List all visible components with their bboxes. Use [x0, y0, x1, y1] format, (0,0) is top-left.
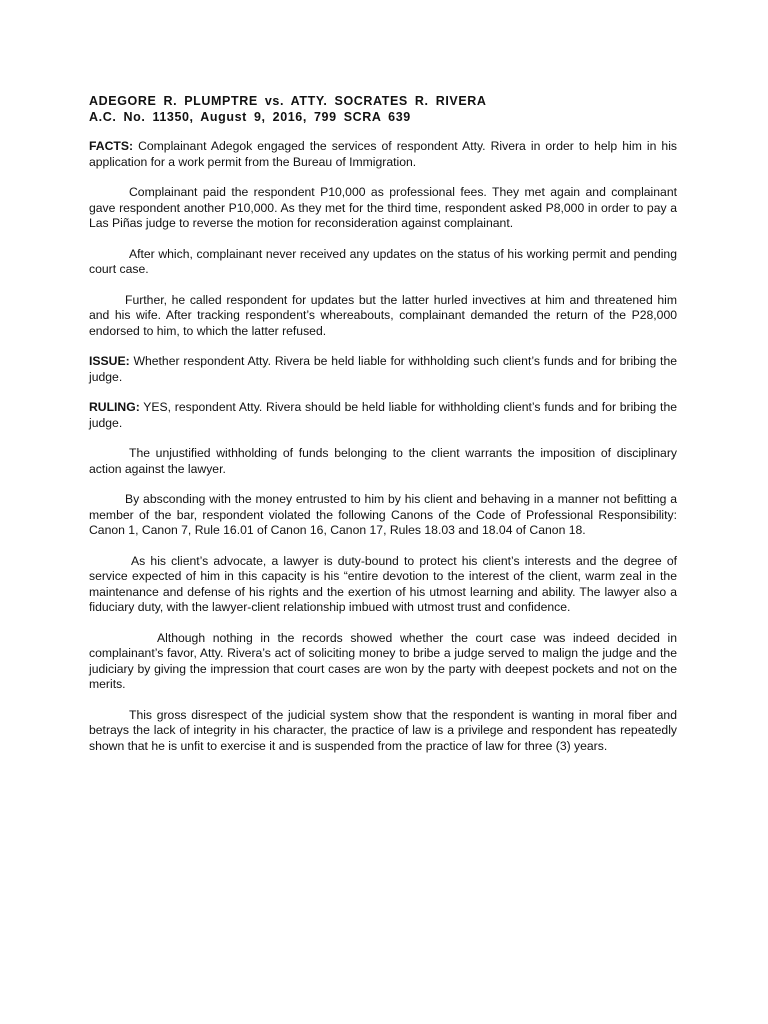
issue-label: ISSUE:	[89, 354, 130, 368]
facts-paragraph-2: Complainant paid the respondent P10,000 as professional fees. They met again and complainant gave respondent another P10,000. As they met for the third time, respondent asked P8,000 in order to pay a Las Piñas judge to reverse the motion for reconsideration against complainant.	[89, 185, 677, 230]
ruling-paragraph-3: As his client’s advocate, a lawyer is duty-bound to protect his client’s interests and the degree of service expected of him in this capacity is his “entire devotion to the interest of the client, warm zeal in the maintenance and defense of his rights and the exertion of his utmost learning and ability. The lawyer also a fiduciary duty, with the lawyer-client relationship imbued with utmost trust and confidence.	[89, 553, 677, 614]
issue-paragraph	[89, 354, 677, 385]
ruling-paragraph	[89, 400, 677, 431]
ruling-paragraph-5: This gross disrespect of the judicial system show that the respondent is wanting in moral fiber and betrays the lack of integrity in his character, the practice of law is a privilege and respondent has repeatedly shown that he is unfit to exercise it and is suspended from the practice of law for three (3) years.	[89, 707, 677, 753]
facts-text-1: Complainant Adegok engaged the services of respondent Atty. Rivera in order to help him in his application for a work permit from the Bureau of Immigration.	[89, 139, 678, 169]
facts-paragraph-4: Further, he called respondent for updates but the latter hurled invectives at him and threatened him and his wife. After tracking respondent’s whereabouts, complainant demanded the return of the P28,000 endorsed to him, to which the latter refused.	[89, 292, 677, 338]
issue-text: Whether respondent Atty. Rivera be held liable for withholding such client’s funds and for bribing the judge.	[89, 354, 677, 384]
facts-paragraph-1	[89, 139, 677, 170]
ruling-paragraph-2: By absconding with the money entrusted to him by his client and behaving in a manner not befitting a member of the bar, respondent violated the following Canons of the Code of Professional Responsibility: Canon 1, Canon 7, Rule 16.01 of Canon 16, Canon 17, Rules 18.03 and 18.04 of Canon 18.	[89, 492, 677, 537]
ruling-paragraph-1: The unjustified withholding of funds belonging to the client warrants the imposition of disciplinary action against the lawyer.	[89, 446, 677, 476]
ruling-paragraph-4: Although nothing in the records showed whether the court case was indeed decided in complainant’s favor, Atty. Rivera’s act of soliciting money to bribe a judge served to malign the judge and the judiciary by giving the impression that court cases are won by the party with deepest pockets and not on the merits.	[89, 630, 677, 691]
case-title: ADEGORE R. PLUMPTRE vs. ATTY. SOCRATES R. RIVERA	[89, 94, 487, 108]
facts-label: FACTS:	[89, 139, 134, 153]
case-digest	[89, 93, 677, 769]
case-header	[89, 93, 677, 125]
case-citation: A.C. No. 11350, August 9, 2016, 799 SCRA 639	[89, 110, 411, 124]
ruling-label: RULING:	[89, 400, 140, 414]
facts-paragraph-3: After which, complainant never received any updates on the status of his working permit and pending court case.	[89, 246, 677, 276]
ruling-text: YES, respondent Atty. Rivera should be held liable for withholding client’s funds and for bribing the judge.	[89, 400, 677, 430]
